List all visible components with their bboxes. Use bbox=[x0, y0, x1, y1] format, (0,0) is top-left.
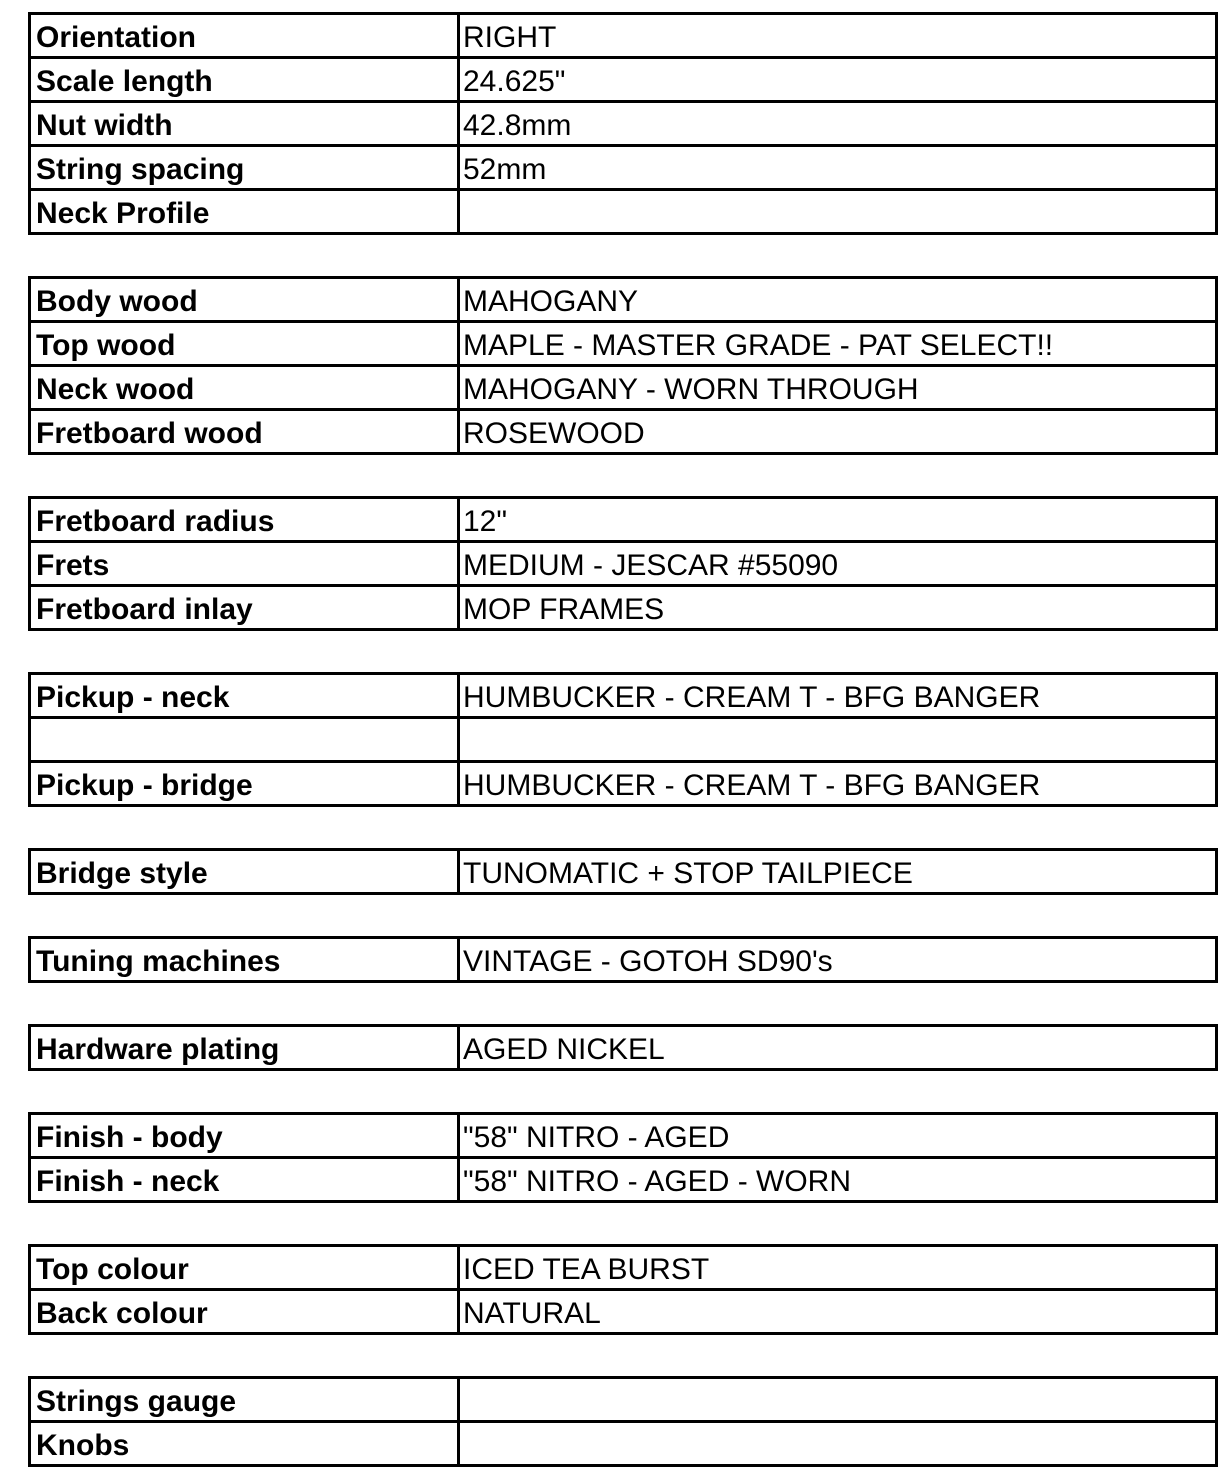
spec-value-cell[interactable]: MAHOGANY - WORN THROUGH bbox=[459, 366, 1217, 410]
spec-value-cell[interactable] bbox=[459, 1378, 1217, 1422]
spec-row bbox=[30, 938, 1217, 982]
spec-group-table bbox=[28, 672, 1218, 807]
spec-group-table bbox=[28, 1376, 1218, 1467]
spec-label-cell[interactable]: Top colour bbox=[30, 1246, 459, 1290]
spec-value-cell[interactable]: HUMBUCKER - CREAM T - BFG BANGER bbox=[459, 762, 1217, 806]
spec-value-cell[interactable]: 52mm bbox=[459, 146, 1217, 190]
spec-value-cell[interactable]: RIGHT bbox=[459, 14, 1217, 58]
spec-group-table bbox=[28, 12, 1218, 235]
spec-group-table bbox=[28, 1112, 1218, 1203]
spec-label-cell[interactable]: Orientation bbox=[30, 14, 459, 58]
spec-row bbox=[30, 850, 1217, 894]
spec-row bbox=[30, 1378, 1217, 1422]
spec-row bbox=[30, 718, 1217, 762]
spec-label-cell[interactable]: Neck wood bbox=[30, 366, 459, 410]
spec-value-cell[interactable] bbox=[459, 1422, 1217, 1466]
spec-label-cell[interactable]: Bridge style bbox=[30, 850, 459, 894]
spec-row bbox=[30, 14, 1217, 58]
spec-value-cell[interactable]: 42.8mm bbox=[459, 102, 1217, 146]
spec-row bbox=[30, 1422, 1217, 1466]
spec-label-cell[interactable]: Top wood bbox=[30, 322, 459, 366]
spec-row bbox=[30, 322, 1217, 366]
spec-row bbox=[30, 1290, 1217, 1334]
spec-value-cell[interactable]: 24.625" bbox=[459, 58, 1217, 102]
spec-row bbox=[30, 146, 1217, 190]
spec-value-cell[interactable]: MEDIUM - JESCAR #55090 bbox=[459, 542, 1217, 586]
spec-group-table bbox=[28, 276, 1218, 455]
spec-row bbox=[30, 410, 1217, 454]
spec-value-cell[interactable]: VINTAGE - GOTOH SD90's bbox=[459, 938, 1217, 982]
spec-value-cell[interactable] bbox=[459, 718, 1217, 762]
spec-group-table bbox=[28, 496, 1218, 631]
spec-value-cell[interactable]: "58" NITRO - AGED - WORN bbox=[459, 1158, 1217, 1202]
spec-value-cell[interactable]: "58" NITRO - AGED bbox=[459, 1114, 1217, 1158]
spec-label-cell[interactable]: Fretboard wood bbox=[30, 410, 459, 454]
spec-label-cell[interactable]: String spacing bbox=[30, 146, 459, 190]
spec-value-cell[interactable]: MAHOGANY bbox=[459, 278, 1217, 322]
spec-value-cell[interactable]: ROSEWOOD bbox=[459, 410, 1217, 454]
spec-label-cell[interactable]: Fretboard radius bbox=[30, 498, 459, 542]
spec-row bbox=[30, 1114, 1217, 1158]
spec-row bbox=[30, 102, 1217, 146]
spec-label-cell[interactable]: Back colour bbox=[30, 1290, 459, 1334]
spec-row bbox=[30, 674, 1217, 718]
spec-group-table bbox=[28, 848, 1218, 895]
spec-value-cell[interactable] bbox=[459, 190, 1217, 234]
spec-label-cell[interactable]: Nut width bbox=[30, 102, 459, 146]
spec-label-cell[interactable]: Scale length bbox=[30, 58, 459, 102]
spec-value-cell[interactable]: HUMBUCKER - CREAM T - BFG BANGER bbox=[459, 674, 1217, 718]
spec-group-table bbox=[28, 1024, 1218, 1071]
spec-row bbox=[30, 1026, 1217, 1070]
spec-label-cell[interactable] bbox=[30, 718, 459, 762]
spec-group-table bbox=[28, 1244, 1218, 1335]
spec-label-cell[interactable]: Knobs bbox=[30, 1422, 459, 1466]
spec-value-cell[interactable]: TUNOMATIC + STOP TAILPIECE bbox=[459, 850, 1217, 894]
spec-value-cell[interactable]: MOP FRAMES bbox=[459, 586, 1217, 630]
spec-label-cell[interactable]: Tuning machines bbox=[30, 938, 459, 982]
spec-label-cell[interactable]: Body wood bbox=[30, 278, 459, 322]
spec-row bbox=[30, 190, 1217, 234]
spec-label-cell[interactable]: Fretboard inlay bbox=[30, 586, 459, 630]
spec-row bbox=[30, 542, 1217, 586]
spec-value-cell[interactable]: MAPLE - MASTER GRADE - PAT SELECT!! bbox=[459, 322, 1217, 366]
spec-label-cell[interactable]: Hardware plating bbox=[30, 1026, 459, 1070]
spec-label-cell[interactable]: Strings gauge bbox=[30, 1378, 459, 1422]
spec-label-cell[interactable]: Frets bbox=[30, 542, 459, 586]
spec-label-cell[interactable]: Pickup - neck bbox=[30, 674, 459, 718]
spec-row bbox=[30, 1246, 1217, 1290]
spec-label-cell[interactable]: Neck Profile bbox=[30, 190, 459, 234]
spec-value-cell[interactable]: ICED TEA BURST bbox=[459, 1246, 1217, 1290]
spec-value-cell[interactable]: 12" bbox=[459, 498, 1217, 542]
spec-row bbox=[30, 58, 1217, 102]
spec-label-cell[interactable]: Finish - neck bbox=[30, 1158, 459, 1202]
spec-row bbox=[30, 762, 1217, 806]
spec-row bbox=[30, 278, 1217, 322]
spec-value-cell[interactable]: AGED NICKEL bbox=[459, 1026, 1217, 1070]
spec-label-cell[interactable]: Finish - body bbox=[30, 1114, 459, 1158]
spec-row bbox=[30, 1158, 1217, 1202]
spec-value-cell[interactable]: NATURAL bbox=[459, 1290, 1217, 1334]
spec-label-cell[interactable]: Pickup - bridge bbox=[30, 762, 459, 806]
spec-row bbox=[30, 586, 1217, 630]
spec-group-table bbox=[28, 936, 1218, 983]
spec-row bbox=[30, 498, 1217, 542]
spec-row bbox=[30, 366, 1217, 410]
